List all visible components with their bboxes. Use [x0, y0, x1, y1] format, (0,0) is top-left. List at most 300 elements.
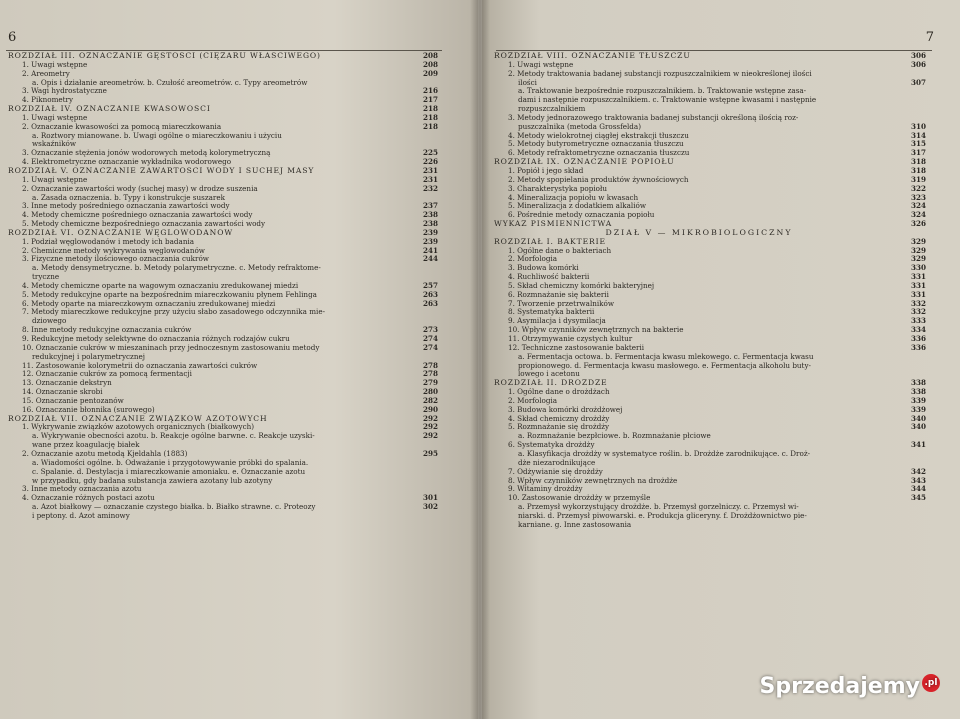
toc-entry	[8, 70, 438, 79]
toc-entry	[494, 52, 926, 61]
toc-entry-title: 3. Oznaczanie stężenia jonów wodorowych metodą kolorymetryczną	[22, 149, 271, 158]
toc-entry	[8, 353, 438, 362]
toc-entry-title: c. Spalanie. d. Destylacja i miareczkowanie amoniaku. e. Oznaczanie azotu	[32, 467, 306, 476]
toc-entry-title: 4. Metody wielokrotnej ciągłej ekstrakcji tłuszczu	[508, 131, 689, 140]
toc-entry-page: 292	[422, 431, 438, 441]
toc-entry	[8, 105, 438, 114]
toc-entry-title: a. Roztwory mianowane. b. Uwagi ogólne o miareczkowaniu i użyciu	[32, 131, 282, 140]
toc-entry-page	[904, 96, 926, 105]
toc-entry-title: niarski. d. Przemysł piwowarski. e. Produkcja gliceryny. f. Drożdżownictwo pie-	[518, 511, 807, 520]
toc-entry-page: 273	[422, 325, 438, 335]
toc-entry-title: 6. Metody oparte na miareczkowym oznaczaniu zredukowanej miedzi	[22, 299, 276, 308]
toc-entry-title: a. Klasyfikacja drożdży w systematyce roślin. b. Drożdże zarodnikujące. c. Droż-	[518, 449, 811, 458]
toc-entry	[8, 441, 438, 450]
toc-entry-title: 4. Ruchliwość bakterii	[508, 273, 590, 282]
toc-entry-title: a. Wykrywanie obecności azotu. b. Reakcje ogólne barwne. c. Reakcje uzyski-	[32, 432, 315, 441]
toc-entry	[494, 247, 926, 256]
toc-entry	[8, 344, 438, 353]
toc-entry-page: 263	[422, 289, 438, 299]
toc-entry	[8, 273, 438, 282]
toc-entry-page: 225	[422, 148, 438, 158]
toc-entry	[494, 468, 926, 477]
toc-entry	[494, 61, 926, 70]
toc-entry-page: 340	[910, 422, 926, 432]
toc-entry-page: 231	[422, 165, 438, 175]
toc-entry-page: 306	[910, 59, 926, 69]
toc-entry-title: 5. Metody chemiczne bezpośredniego oznaczania zawartości wody	[22, 220, 266, 229]
toc-entry-title: ROZDZIAŁ II. DROŻDŻE	[494, 379, 608, 388]
toc-entry-title: ROZDZIAŁ IX. OZNACZANIE POPIOŁU	[494, 158, 675, 167]
toc-entry-title: a. Traktowanie bezpośrednie rozpuszczalnikiem. b. Traktowanie wstępne zasa-	[518, 87, 807, 96]
toc-entry-page: 319	[910, 174, 926, 184]
toc-entry	[8, 397, 438, 406]
toc-entry-page: 280	[422, 387, 438, 397]
toc-entry-title: 6. Metody refraktometryczne oznaczania tłuszczu	[508, 149, 690, 158]
toc-entry-page: 238	[422, 219, 438, 229]
toc-entry-title: 1. Uwagi wstępne	[508, 60, 574, 69]
toc-entry-title: 5. Rozmnażanie się drożdży	[508, 423, 610, 432]
toc-entry-title: 2. Morfologia	[508, 396, 558, 405]
toc-entry-title: 4. Skład chemiczny drożdży	[508, 414, 610, 423]
toc-entry-page: 338	[910, 378, 926, 388]
toc-entry	[494, 149, 926, 158]
toc-entry	[494, 264, 926, 273]
toc-entry-page	[904, 362, 926, 371]
toc-entry-page: 338	[910, 387, 926, 397]
toc-entry-page: 292	[422, 422, 438, 432]
left-table-of-contents	[8, 52, 438, 521]
toc-entry-page	[904, 353, 926, 362]
toc-entry-page: 218	[422, 121, 438, 131]
toc-entry	[494, 114, 926, 123]
toc-entry-page: 322	[910, 183, 926, 193]
toc-entry	[494, 423, 926, 432]
toc-entry-page	[904, 105, 926, 114]
toc-entry-page	[416, 132, 438, 141]
toc-entry	[494, 459, 926, 468]
toc-entry-title: 8. Wpływ czynników zewnętrznych na drożdże	[508, 476, 678, 485]
toc-entry-title: 13. Oznaczanie dekstryn	[22, 379, 112, 388]
toc-entry-page	[416, 468, 438, 477]
toc-entry	[494, 132, 926, 141]
toc-entry-page: 339	[910, 395, 926, 405]
toc-entry	[8, 52, 438, 61]
toc-entry	[494, 485, 926, 494]
toc-entry-title: 6. Systematyka drożdży	[508, 441, 595, 450]
toc-entry	[494, 477, 926, 486]
toc-entry	[8, 494, 438, 503]
toc-entry-title: 2. Morfologia	[508, 255, 558, 264]
toc-entry	[8, 132, 438, 141]
toc-entry-page: 331	[910, 272, 926, 282]
toc-entry	[494, 308, 926, 317]
toc-entry-page: 345	[910, 493, 926, 503]
toc-entry-page: 302	[422, 502, 438, 512]
toc-entry-title: w przypadku, gdy badana substancja zawiera azotany lub azotyny	[32, 476, 273, 485]
toc-entry-title: 4. Elektrometryczne oznaczanie wykładnika wodorowego	[22, 158, 232, 167]
watermark-brand: Sprzedajemy	[759, 674, 920, 699]
toc-entry-title: a. Metody densymetryczne. b. Metody polarymetryczne. c. Metody refraktome-	[32, 264, 321, 273]
toc-entry	[494, 105, 926, 114]
toc-entry-title: a. Azot białkowy — oznaczanie czystego białka. b. Białko strawne. c. Proteozy	[32, 503, 316, 512]
toc-entry-title: 6. Rozmnażanie się bakterii	[508, 290, 609, 299]
toc-entry	[8, 370, 438, 379]
toc-entry-title: 2. Oznaczanie zawartości wody (suchej masy) w drodze suszenia	[22, 184, 258, 193]
toc-entry	[494, 291, 926, 300]
toc-entry	[494, 344, 926, 353]
toc-entry-page: 318	[910, 157, 926, 167]
toc-entry	[8, 282, 438, 291]
toc-entry	[8, 87, 438, 96]
toc-entry	[494, 194, 926, 203]
toc-entry-title: WYKAZ PIŚMIENNICTWA	[494, 220, 613, 229]
toc-entry-title: 2. Chemiczne metody wykrywania węglowodanów	[22, 246, 205, 255]
toc-entry-title: a. Wiadomości ogólne. b. Odważanie i przygotowywanie próbki do spalania.	[32, 458, 309, 467]
left-header-rule	[6, 50, 442, 51]
toc-entry	[8, 61, 438, 70]
toc-entry	[8, 308, 438, 317]
toc-entry-title: 1. Podział węglowodanów i metody ich badania	[22, 237, 195, 246]
toc-entry-page: 336	[910, 334, 926, 343]
toc-entry-title: wane przez koagulację białek	[32, 441, 140, 450]
toc-entry-title: a. Opis i działanie areometrów. b. Czułość areometrów. c. Typy areometrów	[32, 78, 308, 87]
toc-entry-title: 3. Charakterystyka popiołu	[508, 184, 607, 193]
toc-entry-title: 2. Oznaczanie kwasowości za pomocą miareczkowania	[22, 122, 222, 131]
toc-entry-page: 318	[910, 165, 926, 175]
toc-entry-page: 278	[422, 369, 438, 379]
toc-entry-page	[416, 308, 438, 317]
toc-entry-title: ROZDZIAŁ III. OZNACZANIE GĘSTOŚCI (CIĘŻARU WŁAŚCIWEGO)	[8, 52, 321, 60]
toc-entry-title: 10. Wpływ czynników zewnętrznych na bakterie	[508, 326, 684, 335]
toc-entry-page: 239	[422, 227, 438, 237]
toc-entry-title: 7. Tworzenie przetrwalników	[508, 299, 615, 308]
toc-entry-title: 3. Budowa komórki drożdżowej	[508, 405, 623, 414]
toc-entry-title: 1. Uwagi wstępne	[22, 113, 88, 122]
toc-entry	[494, 273, 926, 282]
toc-entry-title: ROZDZIAŁ VI. OZNACZANIE WĘGLOWODANÓW	[8, 228, 234, 237]
toc-entry	[494, 211, 926, 220]
toc-entry-page	[416, 264, 438, 273]
toc-entry-title: dże niezarodnikujące	[518, 458, 596, 467]
toc-entry-page: 231	[422, 174, 438, 184]
toc-entry	[494, 521, 926, 530]
toc-entry	[494, 167, 926, 176]
toc-entry-page	[416, 477, 438, 486]
left-page	[0, 0, 478, 719]
toc-entry-page: 341	[910, 440, 926, 450]
toc-entry-page: 344	[910, 484, 926, 494]
toc-entry-title: 4. Piknometry	[22, 96, 74, 105]
toc-entry-page: 329	[910, 254, 926, 264]
toc-entry	[494, 362, 926, 371]
toc-entry	[494, 415, 926, 424]
toc-entry-page: 307	[910, 77, 926, 87]
toc-entry	[8, 459, 438, 468]
toc-entry-page: 239	[422, 236, 438, 246]
toc-entry-title: 5. Skład chemiczny komórki bakteryjnej	[508, 281, 655, 290]
toc-entry	[8, 406, 438, 415]
toc-entry-title: i peptony. d. Azot aminowy	[32, 511, 130, 520]
toc-entry-title: ilości	[518, 78, 537, 87]
toc-entry	[8, 388, 438, 397]
toc-entry-title: 12. Oznaczanie cukrów za pomocą fermentacji	[22, 370, 192, 379]
toc-entry-page: 331	[910, 280, 926, 290]
toc-entry	[494, 220, 926, 229]
toc-entry-title: puszczalnika (metoda Grossfelda)	[518, 122, 641, 131]
toc-entry-page: 340	[910, 413, 926, 423]
toc-entry-title: 1. Ogólne dane o drożdżach	[508, 388, 610, 397]
toc-entry	[8, 317, 438, 326]
toc-entry-title: 2. Oznaczanie azotu metodą Kjeldahla (1883)	[22, 449, 188, 458]
toc-entry-page: 263	[422, 298, 438, 308]
toc-entry	[8, 450, 438, 459]
toc-entry	[494, 229, 926, 238]
toc-entry	[494, 202, 926, 211]
toc-entry-title: 2. Areometry	[22, 69, 70, 78]
toc-entry-page: 339	[910, 404, 926, 414]
toc-entry-title: 1. Wykrywanie związków azotowych organicznych (białkowych)	[22, 423, 255, 432]
toc-entry-page: 314	[910, 130, 926, 140]
toc-entry-title: 3. Wagi hydrostatyczne	[22, 87, 107, 96]
toc-entry	[8, 194, 438, 203]
toc-entry-page: 324	[910, 210, 926, 220]
toc-entry	[494, 96, 926, 105]
toc-entry-page: 333	[910, 316, 926, 326]
toc-entry	[494, 70, 926, 79]
toc-entry-page: 301	[422, 493, 438, 503]
toc-entry-title: 15. Oznaczanie pentozanów	[22, 396, 124, 405]
toc-entry	[8, 229, 438, 238]
toc-entry-page: 292	[422, 413, 438, 423]
toc-entry	[494, 397, 926, 406]
toc-entry-page: 329	[910, 245, 926, 255]
toc-entry-page: 279	[422, 378, 438, 388]
toc-entry-page: 208	[422, 51, 438, 60]
toc-entry-page	[416, 512, 438, 521]
toc-entry	[8, 362, 438, 371]
toc-entry	[494, 379, 926, 388]
toc-entry-title: 11. Otrzymywanie czystych kultur	[508, 335, 633, 343]
toc-entry-page: 315	[910, 139, 926, 149]
toc-entry	[8, 503, 438, 512]
toc-entry	[494, 282, 926, 291]
toc-entry	[494, 370, 926, 379]
toc-entry-page: 257	[422, 280, 438, 290]
toc-entry	[494, 335, 926, 344]
toc-entry	[8, 220, 438, 229]
toc-entry	[494, 176, 926, 185]
toc-entry	[494, 87, 926, 96]
toc-entry	[8, 291, 438, 300]
toc-entry-page	[416, 459, 438, 468]
book-gutter	[470, 0, 490, 719]
toc-entry-title: propionowego. d. Fermentacja kwasu masłowego. e. Fermentacja alkoholu buty-	[518, 361, 811, 370]
toc-entry-page: 343	[910, 475, 926, 485]
toc-entry-page	[904, 450, 926, 459]
toc-entry-page: 330	[910, 263, 926, 273]
toc-entry	[8, 255, 438, 264]
toc-entry	[8, 379, 438, 388]
toc-entry-title: 9. Asymilacja i dysymilacja	[508, 317, 606, 326]
toc-entry	[494, 255, 926, 264]
toc-entry-page	[904, 521, 926, 530]
toc-entry-page: 209	[422, 68, 438, 78]
toc-entry	[494, 158, 926, 167]
toc-entry-page: 334	[910, 325, 926, 335]
toc-entry-title: 5. Mineralizacja z dodatkiem alkaliów	[508, 202, 646, 211]
toc-entry	[494, 406, 926, 415]
toc-entry-title: 3. Inne metody pośredniego oznaczania zawartości wody	[22, 202, 230, 211]
toc-entry-page	[904, 512, 926, 521]
toc-entry-title: 7. Metody miareczkowe redukcyjne przy użyciu słabo zasadowego odczynnika mie-	[22, 308, 326, 317]
toc-entry-title: 8. Inne metody redukcyjne oznaczania cukrów	[22, 326, 192, 335]
toc-entry	[494, 185, 926, 194]
toc-entry-title: 3. Budowa komórki	[508, 264, 579, 273]
toc-entry-title: 10. Zastosowanie drożdży w przemyśle	[508, 494, 651, 503]
toc-entry	[8, 335, 438, 344]
toc-entry-title: 2. Metody traktowania badanej substancji rozpuszczalnikiem w nieokreślonej ilości	[508, 69, 812, 78]
toc-entry-page	[904, 503, 926, 512]
toc-entry-page: 218	[422, 104, 438, 114]
toc-entry	[8, 247, 438, 256]
toc-entry	[8, 140, 438, 149]
right-page-number: 7	[925, 30, 934, 45]
toc-entry-title: dami i następnie rozpuszczalnikiem. c. Traktowanie wstępne kwasami i następnie	[518, 96, 817, 105]
toc-entry	[8, 158, 438, 167]
toc-entry-page: 208	[422, 59, 438, 69]
toc-entry	[494, 79, 926, 88]
toc-entry-page: 274	[422, 342, 438, 352]
toc-entry-page: 336	[910, 342, 926, 352]
toc-entry-page: 237	[422, 201, 438, 211]
toc-entry-page: 278	[422, 360, 438, 370]
watermark-logo	[760, 674, 941, 699]
toc-entry	[8, 238, 438, 247]
right-page	[482, 0, 960, 719]
toc-entry-title: 11. Zastosowanie kolorymetrii do oznaczania zawartości cukrów	[22, 361, 258, 370]
toc-entry-page: 244	[422, 254, 438, 264]
toc-entry	[494, 388, 926, 397]
left-page-number: 6	[8, 30, 17, 45]
toc-entry	[494, 353, 926, 362]
toc-entry-title: ROZDZIAŁ VII. OZNACZANIE ZWIĄZKÓW AZOTOWYCH	[8, 414, 268, 423]
toc-entry-page: 332	[910, 298, 926, 308]
toc-entry-page: 241	[422, 245, 438, 255]
right-table-of-contents	[494, 52, 926, 530]
toc-entry-page: 232	[422, 183, 438, 193]
toc-entry-page: 342	[910, 466, 926, 476]
toc-entry-page: 329	[910, 236, 926, 246]
toc-entry	[8, 123, 438, 132]
toc-entry-title: 4. Mineralizacja popiołu w kwasach	[508, 193, 639, 202]
toc-entry-title: 3. Metody jednorazowego traktowania badanej substancji określoną ilością roz-	[508, 113, 799, 122]
toc-entry	[494, 317, 926, 326]
toc-entry-page: 238	[422, 210, 438, 220]
toc-entry-title: ROZDZIAŁ V. OZNACZANIE ZAWARTOŚCI WODY I SUCHEJ MASY	[8, 166, 315, 175]
toc-entry-page: 324	[910, 201, 926, 211]
toc-entry	[8, 423, 438, 432]
toc-entry-page: 290	[422, 404, 438, 414]
toc-entry-page: 282	[422, 395, 438, 405]
toc-entry	[494, 450, 926, 459]
toc-entry	[8, 167, 438, 176]
toc-entry-title: 9. Witaminy drożdży	[508, 485, 583, 494]
toc-entry-title: 5. Metody redukcyjne oparte na bezpośrednim miareczkowaniu płynem Fehlinga	[22, 290, 317, 299]
toc-entry	[8, 96, 438, 105]
toc-entry-title: ROZDZIAŁ IV. OZNACZANIE KWASOWOŚCI	[8, 105, 211, 114]
toc-entry	[8, 326, 438, 335]
toc-entry	[494, 512, 926, 521]
toc-entry-title: tryczne	[32, 273, 60, 282]
toc-entry	[8, 79, 438, 88]
toc-entry-title: 3. Inne metody oznaczania azotu	[22, 485, 142, 494]
toc-entry-title: 5. Metody butyrometryczne oznaczania tłuszczu	[508, 140, 684, 149]
right-header-rule	[496, 50, 932, 51]
toc-entry-page: 332	[910, 307, 926, 317]
toc-entry	[494, 494, 926, 503]
toc-entry	[8, 300, 438, 309]
toc-entry-title: 1. Popiół i jego skład	[508, 166, 584, 175]
toc-entry-title: karniane. g. Inne zastosowania	[518, 520, 632, 529]
toc-entry-title: 4. Oznaczanie różnych postaci azotu	[22, 494, 155, 503]
toc-entry-page: 306	[910, 51, 926, 60]
toc-entry-page: 216	[422, 86, 438, 96]
toc-entry-title: 6. Pośrednie metody oznaczania popiołu	[508, 211, 655, 220]
toc-entry	[8, 485, 438, 494]
toc-entry-page: 323	[910, 192, 926, 202]
toc-entry-title: 8. Systematyka bakterii	[508, 308, 595, 317]
toc-entry-title: a. Przemysł wykorzystujący drożdże. b. Przemysł gorzelniczy. c. Przemysł wi-	[518, 503, 799, 512]
toc-entry	[8, 114, 438, 123]
toc-entry	[8, 202, 438, 211]
toc-entry	[494, 503, 926, 512]
toc-entry	[494, 441, 926, 450]
toc-entry-page: 218	[422, 112, 438, 122]
toc-entry-title: ROZDZIAŁ I. BAKTERIE	[494, 237, 606, 246]
toc-entry	[8, 211, 438, 220]
toc-entry-page	[904, 87, 926, 96]
toc-entry	[8, 176, 438, 185]
toc-entry	[494, 123, 926, 132]
toc-entry-title: 4. Metody chemiczne oparte na wagowym oznaczaniu zredukowanej miedzi	[22, 281, 299, 290]
toc-entry-title: 1. Uwagi wstępne	[22, 175, 88, 184]
toc-entry	[494, 140, 926, 149]
toc-entry-title: rozpuszczalnikiem	[518, 105, 586, 114]
toc-entry-title: a. Fermentacja octowa. b. Fermentacja kwasu mlekowego. c. Fermentacja kwasu	[518, 352, 814, 361]
toc-entry	[8, 477, 438, 486]
toc-entry-title: 1. Uwagi wstępne	[22, 60, 88, 69]
toc-entry	[494, 432, 926, 441]
toc-entry-title: 10. Oznaczanie cukrów w mieszaninach przy jednoczesnym zastosowaniu metody	[22, 343, 320, 352]
toc-entry	[8, 512, 438, 521]
toc-entry-page: 317	[910, 148, 926, 158]
toc-entry-title: lowego i acetonu	[518, 370, 580, 379]
toc-entry	[8, 468, 438, 477]
toc-entry	[8, 185, 438, 194]
toc-entry-page: 274	[422, 334, 438, 343]
toc-entry-title: 2. Metody spopielania produktów żywnościowych	[508, 175, 689, 184]
toc-entry	[8, 415, 438, 424]
toc-entry-title: ROZDZIAŁ VIII. OZNACZANIE TŁUSZCZU	[494, 52, 691, 60]
toc-entry-page: 226	[422, 157, 438, 167]
toc-entry-title: a. Rozmnażanie bezpłciowe. b. Rozmnażanie płciowe	[518, 432, 711, 441]
toc-entry-title: 14. Oznaczanie skrobi	[22, 388, 103, 397]
toc-entry	[494, 238, 926, 247]
toc-entry-page: 295	[422, 448, 438, 458]
toc-entry-page: 310	[910, 121, 926, 131]
toc-entry-title: 12. Techniczne zastosowanie bakterii	[508, 343, 645, 352]
toc-entry-title: 7. Odżywianie się drożdży	[508, 467, 603, 476]
